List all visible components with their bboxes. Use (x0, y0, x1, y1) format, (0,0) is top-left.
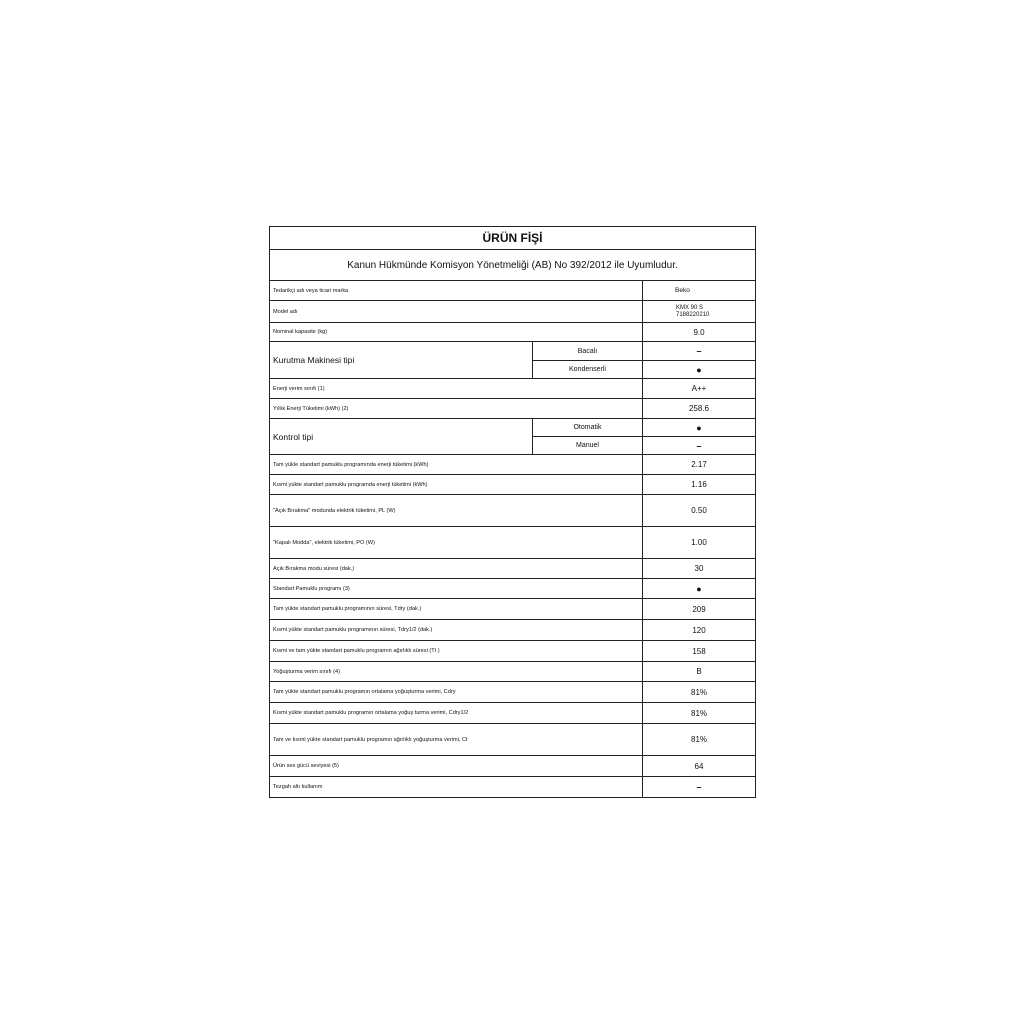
table-row (270, 419, 756, 437)
row-value: 81% (643, 703, 756, 724)
table-row (270, 301, 756, 323)
option-label: Manuel (533, 437, 643, 455)
regulation-text: Kanun Hükmünde Komisyon Yönetmeliği (AB) No 392/2012 ile Uyumludur. (270, 250, 756, 281)
table-row (270, 527, 756, 559)
table-row (270, 777, 756, 798)
row-label: Kısmi ve tam yükte standart pamuklu programın ağırlıklı süresi (Tt ) (270, 641, 643, 662)
option-label: Bacalı (533, 342, 643, 361)
row-value: 81% (643, 682, 756, 703)
row-value: – (643, 777, 756, 798)
row-label: Tam ve kısmi yükte standart pamuklu programın ağırlıklı yoğuşturma verimi, Ct (270, 724, 643, 756)
option-label: Otomatik (533, 419, 643, 437)
option-value: – (643, 437, 756, 455)
row-label: Tezgah altı kullanım (270, 777, 643, 798)
model-name: KMX 90 S (676, 304, 704, 311)
table-row (270, 599, 756, 620)
row-value: 9.0 (643, 323, 756, 342)
table-row (270, 281, 756, 301)
row-label: Kısmi yükte standart pamuklu programının süresi, Tdry1/2 (dak.) (270, 620, 643, 641)
table-row (270, 342, 756, 361)
table-row (270, 641, 756, 662)
table-row (270, 724, 756, 756)
row-label: Tam yükle standart pamuklu programında enerji tüketimi (kWh) (270, 455, 643, 475)
row-value: 1.16 (643, 475, 756, 495)
row-value: 258.6 (643, 399, 756, 419)
row-value: 30 (643, 559, 756, 579)
table-row (270, 379, 756, 399)
row-label: Enerji verim sınıfı (1) (270, 379, 643, 399)
row-label: Tedarikçi adı veya ticari marka (270, 281, 643, 301)
table-row (270, 756, 756, 777)
row-label: Tam yükte standart pamuklu programının süresi, Tdry (dak.) (270, 599, 643, 620)
row-label: Yoğuşturma verim sınıfı (4) (270, 662, 643, 682)
row-label: Standart Pamuklu programı (3) (270, 579, 643, 599)
row-label: Kısmi yükte standart pamuklu programda enerji tüketimi (kWh) (270, 475, 643, 495)
row-value: ● (643, 579, 756, 599)
table-row (270, 620, 756, 641)
table-row (270, 495, 756, 527)
row-value: 209 (643, 599, 756, 620)
regulation-row (270, 250, 756, 281)
row-label: Model adı (270, 301, 643, 323)
row-label: Nominal kapasite (kg) (270, 323, 643, 342)
option-value: ● (643, 361, 756, 379)
table-row (270, 559, 756, 579)
row-label: Kontrol tipi (270, 419, 533, 455)
row-label: Kısmi yükte standart pamuklu programın ortalama yoğuş turma verimi, Cdry1/2 (270, 703, 643, 724)
option-value: – (643, 342, 756, 361)
row-label: Tam yükte standart pamuklu programın ortalama yoğuşturma verimi, Cdry (270, 682, 643, 703)
row-label: Açık Bırakma modu süresi (dak.) (270, 559, 643, 579)
table-row (270, 323, 756, 342)
row-label: "Kapalı Modda", elektrik tüketimi, PO (W) (270, 527, 643, 559)
table-row (270, 399, 756, 419)
table-row (270, 579, 756, 599)
row-value: B (643, 662, 756, 682)
product-fiche-table (269, 226, 756, 798)
model-code: 7188220210 (676, 311, 710, 318)
table-row (270, 455, 756, 475)
option-value: ● (643, 419, 756, 437)
row-value: 81% (643, 724, 756, 756)
row-value: 64 (643, 756, 756, 777)
option-label: Kondenserli (533, 361, 643, 379)
row-label: Ürün ses gücü seviyesi (5) (270, 756, 643, 777)
row-value: 1.00 (643, 527, 756, 559)
table-row (270, 662, 756, 682)
row-label: Yıllık Enerji Tüketimi (kWh) (2) (270, 399, 643, 419)
row-value: 2.17 (643, 455, 756, 475)
row-value: 0.50 (643, 495, 756, 527)
row-label: "Açık Bırakma" modunda elektrik tüketimi, PL (W) (270, 495, 643, 527)
row-label: Kurutma Makinesi tipi (270, 342, 533, 379)
table-row (270, 703, 756, 724)
row-value: 158 (643, 641, 756, 662)
row-value: Beko (643, 281, 756, 301)
table-row (270, 475, 756, 495)
product-fiche (269, 226, 755, 798)
row-value: 120 (643, 620, 756, 641)
row-value: A++ (643, 379, 756, 399)
table-row (270, 682, 756, 703)
title-row (270, 227, 756, 250)
row-value (643, 301, 756, 323)
fiche-title: ÜRÜN FİŞİ (270, 227, 756, 250)
